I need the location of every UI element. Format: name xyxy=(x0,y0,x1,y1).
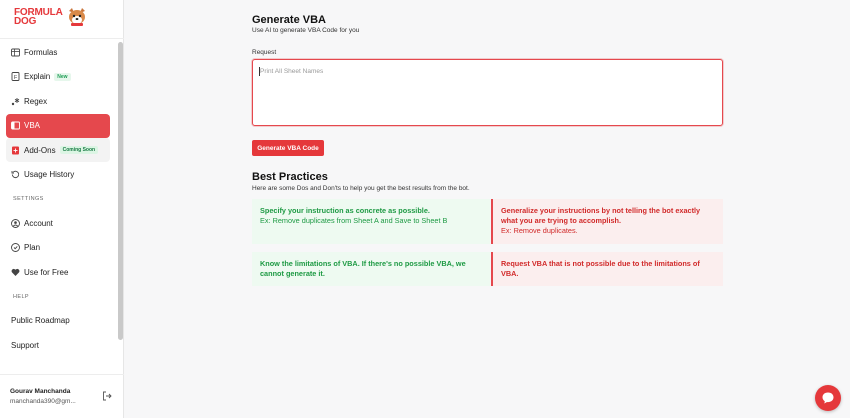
logo-divider xyxy=(0,38,124,39)
do-instruction: Specify your instruction as concrete as possible. xyxy=(260,206,430,215)
sidebar-nav xyxy=(6,40,110,358)
do-card xyxy=(252,252,490,286)
brand-logo[interactable] xyxy=(14,7,88,27)
sidebar-item-explain[interactable] xyxy=(6,65,110,89)
brand-line2: DOG xyxy=(14,16,37,27)
coming-soon-badge: Coming Soon xyxy=(60,146,99,154)
settings-section-label: SETTINGS xyxy=(13,196,44,202)
do-instruction: Know the limitations of VBA. If there's no possible VBA, we cannot generate it. xyxy=(260,259,466,278)
sidebar-item-label: Public Roadmap xyxy=(11,316,70,325)
vba-icon xyxy=(11,121,20,130)
dont-instruction: Request VBA that is not possible due to the limitations of VBA. xyxy=(501,259,700,278)
svg-text:F: F xyxy=(13,74,18,81)
do-example: Ex: Remove duplicates from Sheet A and Save to Sheet B xyxy=(260,216,448,225)
request-placeholder: Print All Sheet Names xyxy=(260,68,324,75)
dont-instruction: Generalize your instructions by not telling the bot exactly what you are trying to accomplish. xyxy=(501,206,701,225)
sidebar-item-label: Support xyxy=(11,340,40,350)
explain-icon xyxy=(11,72,20,81)
sidebar-item-support[interactable] xyxy=(6,333,110,357)
plan-icon xyxy=(11,243,20,252)
sidebar-item-label: Use for Free xyxy=(24,267,69,277)
sidebar-item-account[interactable] xyxy=(6,211,110,235)
page-subtitle: Use AI to generate VBA Code for you xyxy=(252,27,360,34)
sidebar-item-label: Usage History xyxy=(24,170,75,179)
formulas-icon xyxy=(11,48,20,57)
dont-card xyxy=(491,199,723,244)
sidebar-item-label: Account xyxy=(24,218,53,228)
user-divider xyxy=(0,374,124,375)
do-card xyxy=(252,199,490,244)
help-section-label: HELP xyxy=(13,293,29,300)
sidebar xyxy=(0,0,124,418)
best-practices-title: Best Practices xyxy=(252,171,328,183)
sidebar-item-regex[interactable] xyxy=(6,89,110,113)
sidebar-item-label: Formulas xyxy=(24,47,58,57)
request-input[interactable] xyxy=(252,59,723,126)
sidebar-item-label: Add-Ons xyxy=(24,145,56,155)
sidebar-item-plan[interactable] xyxy=(6,236,110,260)
account-icon xyxy=(11,219,20,228)
new-badge: New xyxy=(54,73,70,81)
history-icon xyxy=(11,170,20,179)
sidebar-item-formulas[interactable] xyxy=(6,40,110,64)
dont-example: Ex: Remove duplicates. xyxy=(501,226,578,235)
dont-card xyxy=(491,252,723,286)
sidebar-scrollbar[interactable] xyxy=(118,42,123,340)
sidebar-item-label: Regex xyxy=(24,96,48,106)
dog-logo-icon xyxy=(66,7,88,27)
best-practices-subtitle: Here are some Dos and Don'ts to help you get the best results from the bot. xyxy=(252,185,470,192)
page-title: Generate VBA xyxy=(252,14,326,26)
sidebar-item-addons[interactable] xyxy=(6,138,110,162)
brand-wordmark xyxy=(14,8,63,26)
logout-icon[interactable] xyxy=(102,391,112,401)
chat-bubble-icon xyxy=(821,391,835,405)
request-label: Request xyxy=(252,49,277,56)
chat-support-button[interactable] xyxy=(815,385,841,411)
user-name: Gourav Manchanda xyxy=(10,388,71,395)
sidebar-item-label: Plan xyxy=(24,243,41,252)
user-email: manchanda390@gm... xyxy=(10,398,76,405)
sidebar-item-public-roadmap[interactable] xyxy=(6,309,110,333)
heart-icon xyxy=(11,268,20,277)
sidebar-item-vba[interactable] xyxy=(6,114,110,138)
addons-icon xyxy=(11,146,20,155)
sidebar-item-usage-history[interactable] xyxy=(6,163,110,187)
sidebar-item-use-for-free[interactable] xyxy=(6,260,110,284)
regex-icon xyxy=(11,97,20,106)
sidebar-item-label: Explain xyxy=(24,72,51,81)
generate-vba-button[interactable]: Generate VBA Code xyxy=(252,140,324,156)
user-profile xyxy=(10,388,76,405)
brand-line1: FORMULA xyxy=(14,7,63,18)
sidebar-item-label: VBA xyxy=(24,121,41,130)
